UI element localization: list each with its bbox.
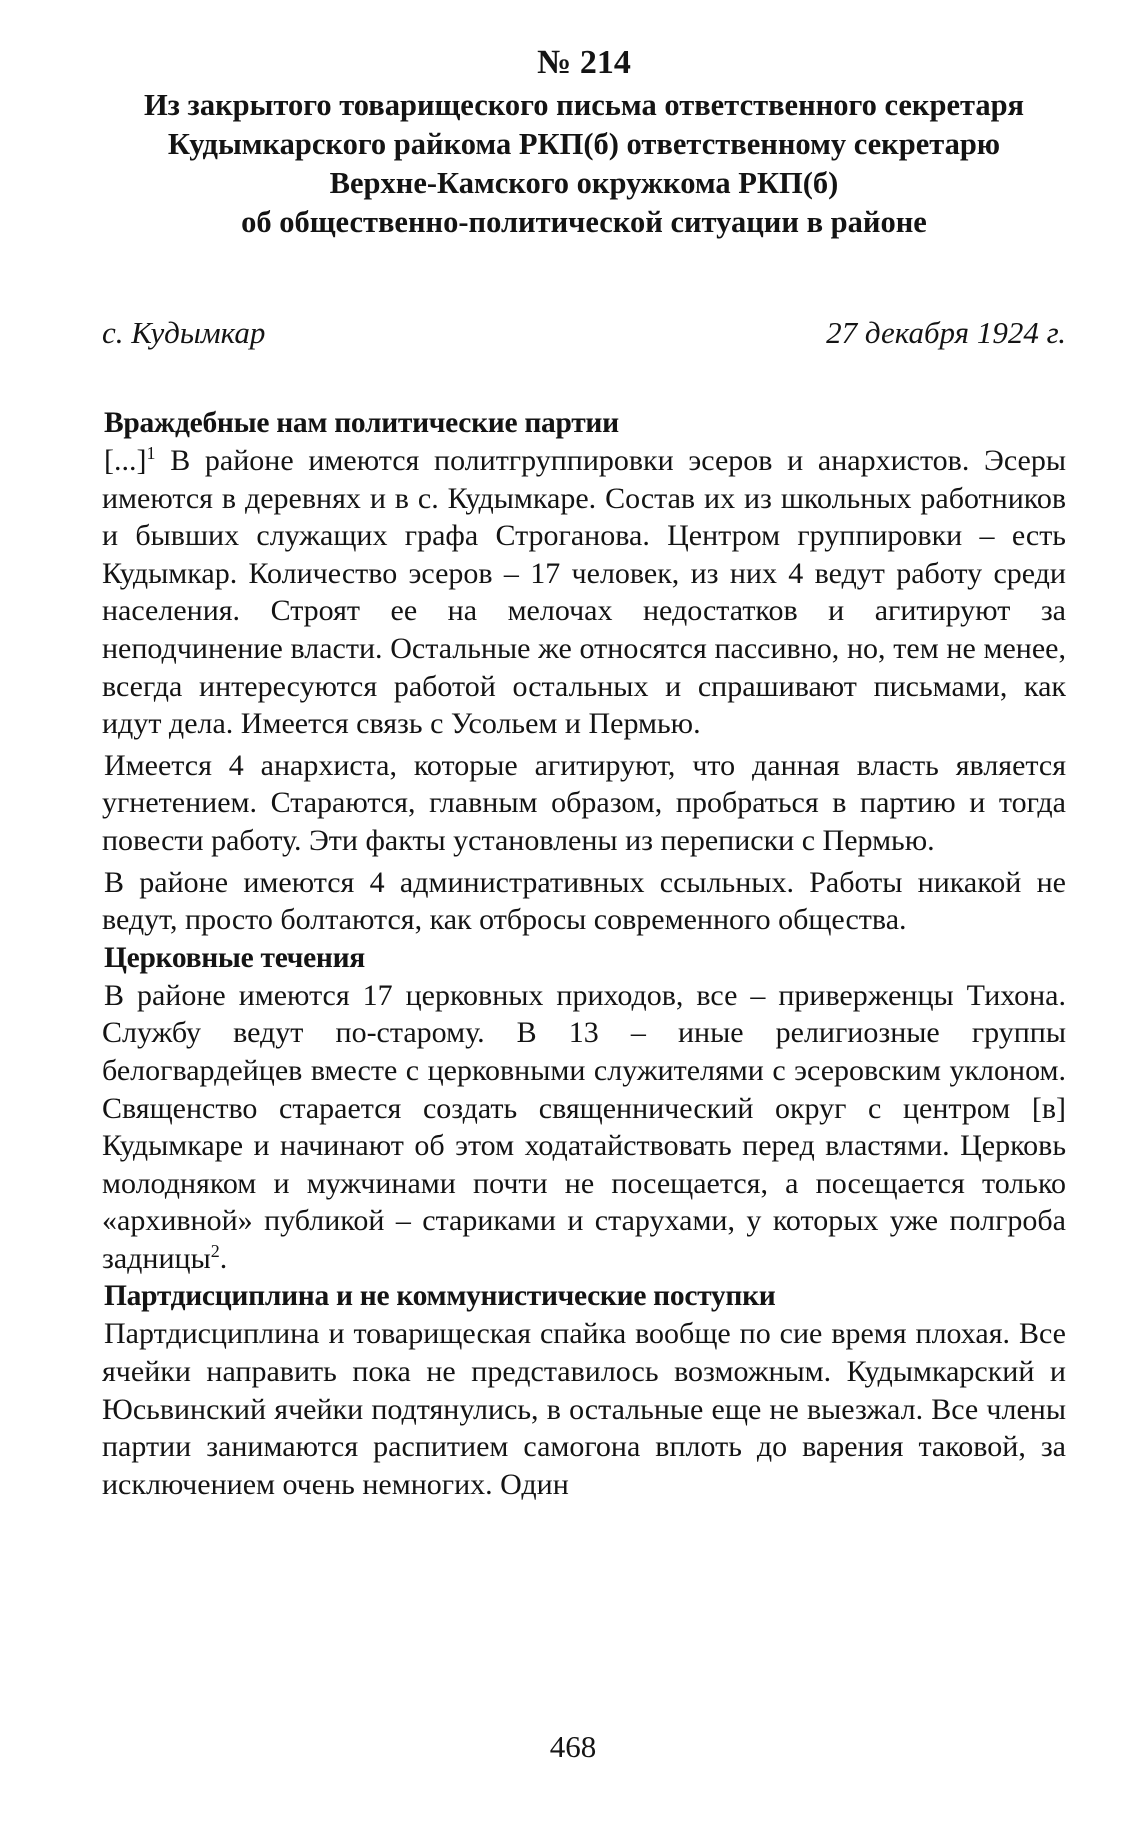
omission-mark: [...]	[104, 444, 147, 477]
section-heading: Церковные течения	[104, 941, 365, 974]
footnote-ref: 1	[146, 443, 156, 463]
paragraph: В районе имеются 4 административных ссыльных. Работы никакой не ведут, просто болтаются, как отбросы современного общества.	[102, 865, 1066, 937]
document-title-line: об общественно-политической ситуации в районе	[241, 205, 927, 239]
document-page	[102, 44, 1066, 1503]
footnote-ref: 2	[210, 1240, 220, 1261]
paragraph	[102, 442, 1066, 743]
document-title-line: Кудымкарского райкома РКП(б) ответственному секретарю	[167, 127, 1001, 161]
place-date-line	[102, 314, 1066, 352]
paragraph-text: В районе имеются политгруппировки эсеров и анархистов. Эсеры имеются в деревнях и в с. Кудымкаре. Состав их из школьных работников и бывших служащих графа Строганова. Центром группировки – есть Кудымкар. Количество эсеров – 17 человек, из них 4 ведут работу среди населения. Строят ее на мелочах недостатков и агитируют за неподчинение власти. Остальные же относятся пассивно, но, тем не менее, всегда интересуются работой остальных и спрашивают письмами, как идут дела. Имеется связь с Усольем и Пермью.	[102, 444, 1066, 741]
paragraph-end: .	[219, 1241, 228, 1275]
document-title-line: Из закрытого товарищеского письма ответственного секретаря	[143, 88, 1025, 122]
paragraph: Партдисциплина и товарищеская спайка вообще по сие время плохая. Все ячейки направить пока не представилось возможным. Кудымкарский и Юсьвинский ячейки подтянулись, в остальные еще не выезжал. Все члены партии занимаются распитием самогона вплоть до варения таковой, за исключением очень немногих. Один	[102, 1317, 1066, 1501]
section-heading: Партдисциплина и не коммунистические поступки	[104, 1280, 776, 1313]
document-title	[102, 86, 1066, 242]
paragraph-text: В районе имеются 17 церковных приходов, все – приверженцы Тихона. Службу ведут по-старому. В 13 – иные религиозные группы белогвардейцев вместе с церковными служителями с эсеровским уклоном. Священство старается создать священнический округ с центром [в] Кудымкаре и начинают об этом ходатайствовать перед властями. Церковь молодняком и мужчинами почти не посещается, а посещается только «архивной» публикой – стариками и старухами, у которых уже полгроба задницы	[102, 978, 1066, 1275]
document-date: 27 декабря 1924 г.	[826, 315, 1066, 350]
paragraph	[102, 977, 1066, 1278]
page-number: 468	[549, 1729, 597, 1764]
document-place: с. Кудымкар	[102, 315, 266, 350]
paragraph: Имеется 4 анархиста, которые агитируют, что данная власть является угнетением. Стараются, главным образом, пробраться в партию и тогда повести работу. Эти факты установлены из переписки с Пермью.	[102, 748, 1066, 857]
document-title-line: Верхне-Камского окружкома РКП(б)	[329, 166, 839, 200]
section-heading: Враждебные нам политические партии	[104, 407, 619, 439]
document-number: № 214	[537, 44, 631, 81]
